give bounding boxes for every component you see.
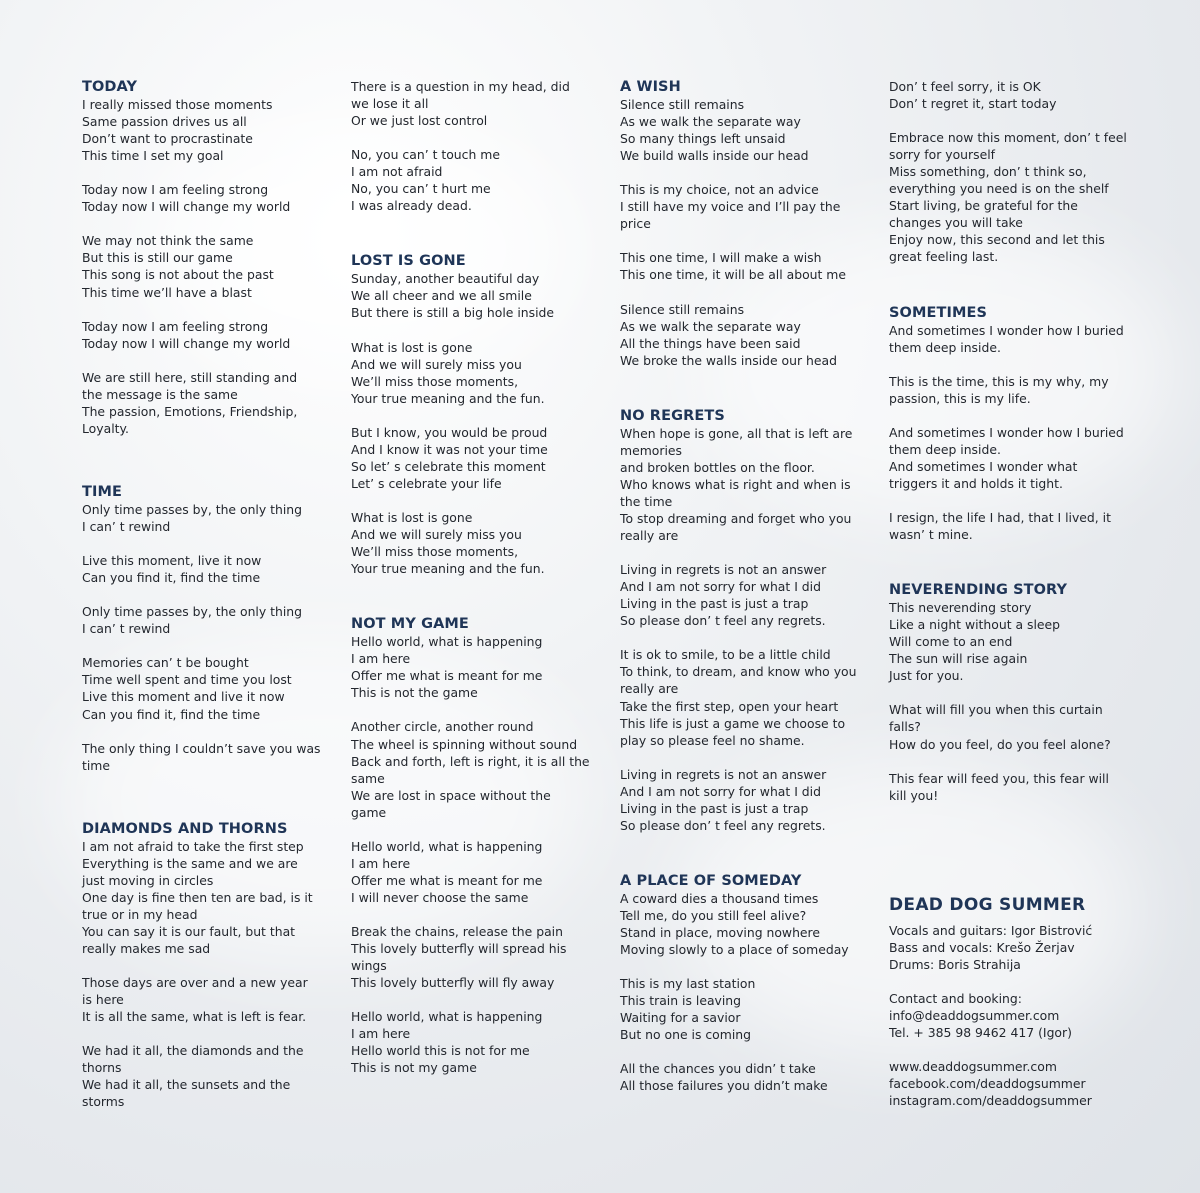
song-title: NEVERENDING STORY xyxy=(889,582,1068,599)
song-lyrics: A coward dies a thousand times Tell me, do you still feel alive? Stand in place, moving nowhere Moving slowly to a place of someday This is my last station This train is leaving Waiting for a savior But no one is coming All the chances you didn’ t take All those failures you didn’t make xyxy=(620,890,849,1094)
band-contact: Contact and booking: info@deaddogsummer.com Tel. + 385 98 9462 417 (Igor) xyxy=(889,991,1072,1041)
song-today xyxy=(82,78,342,437)
song-lyrics: Silence still remains As we walk the separate way So many things left unsaid We build walls inside our head This is my choice, not an advice I still have my voice and I’ll pay the price This one time, I will make a wish This one time, it will be all about me Silence still remains As we walk the separate way All the things have been said We broke the walls inside our head xyxy=(620,97,846,368)
song-title: TODAY xyxy=(82,79,138,95)
song-today-continued xyxy=(351,78,611,214)
song-no-regrets-continued xyxy=(889,78,1149,266)
song-title: LOST IS GONE xyxy=(351,253,466,270)
song-title: NO REGRETS xyxy=(620,407,725,424)
column-4 xyxy=(889,78,1149,804)
band-name: DEAD DOG SUMMER xyxy=(889,895,1086,915)
song-lyrics: I really missed those moments Same passion drives us all Don’t want to procrastinate This time I set my goal Today now I am feeling strong Today now I will change my world We may not think the same But this is still our game This song is not about the past This time we’ll have a blast Today now I am feeling strong Today now I will change my world We are still here, still standing and the message is the same The passion, Emotions, Friendship, Loyalty. xyxy=(82,97,298,436)
song-neverending-story xyxy=(889,581,1149,804)
song-lyrics: Sunday, another beautiful day We all cheer and we all smile But there is still a big hole inside What is lost is gone And we will surely miss you We’ll miss those moments, Your true meaning and the fun. But I know, you would be proud And I know it was not your time So let’ s celebrate this moment Let’ s celebrate your life What is lost is gone And we will surely miss you We’ll miss those moments, Your true meaning and the fun. xyxy=(351,271,555,577)
song-no-regrets xyxy=(620,407,880,834)
song-title: A WISH xyxy=(620,79,681,95)
song-sometimes xyxy=(889,304,1149,544)
song-lyrics: There is a question in my head, did we lose it all Or we just lost control No, you can’ t touch me I am not afraid No, you can’ t hurt me I was already dead. xyxy=(351,79,570,214)
band-links: www.deaddogsummer.com facebook.com/deaddogsummer instagram.com/deaddogsummer xyxy=(889,1059,1092,1109)
song-lost-is-gone xyxy=(351,252,611,577)
song-a-wish xyxy=(620,78,880,369)
song-title: DIAMONDS AND THORNS xyxy=(82,820,288,837)
column-3 xyxy=(620,78,880,1094)
song-lyrics: I am not afraid to take the first step Everything is the same and we are just moving in circles One day is fine then ten are bad, is it true or in my head You can say it is our fault, but that really makes me sad Those days are over and a new year is here It is all the same, what is left is fear. We had it all, the diamonds and the thorns We had it all, the sunsets and the storms xyxy=(82,838,313,1110)
song-title: SOMETIMES xyxy=(889,304,988,321)
song-not-my-game xyxy=(351,615,611,1076)
band-credits: Vocals and guitars: Igor Bistrović Bass and vocals: Krešo Žerjav Drums: Boris Strahija xyxy=(889,923,1093,973)
song-lyrics: And sometimes I wonder how I buried them deep inside. This is the time, this is my why, my passion, this is my life. And sometimes I wonder how I buried them deep inside. And sometimes I wonder what triggers it and holds it tight. I resign, the life I had, that I lived, it wasn’ t mine. xyxy=(889,322,1124,543)
song-time xyxy=(82,483,342,774)
song-title: A PLACE OF SOMEDAY xyxy=(620,872,802,889)
song-diamonds-and-thorns xyxy=(82,820,342,1111)
column-2 xyxy=(351,78,611,1076)
song-lyrics: When hope is gone, all that is left are memories and broken bottles on the floor. Who knows what is right and when is the time To stop dreaming and forget who you really are Living in regrets is not an answer And I am not sorry for what I did Living in the past is just a trap So please don’ t feel any regrets. It is ok to smile, to be a little child To think, to dream, and know who you really are Take the first step, open your heart This life is just a game we choose to play so please feel no shame. Living in regrets is not an answer And I am not sorry for what I did Living in the past is just a trap So please don’ t feel any regrets. xyxy=(620,425,857,833)
song-title: TIME xyxy=(82,483,123,500)
column-1 xyxy=(82,78,342,1110)
song-title: NOT MY GAME xyxy=(351,616,469,633)
song-lyrics: This neverending story Like a night without a sleep Will come to an end The sun will rise again Just for you. What will fill you when this curtain falls? How do you feel, do you feel alone? This fear will feed you, this fear will kill you! xyxy=(889,600,1111,803)
band-info xyxy=(889,894,1179,1109)
song-lyrics: Don’ t feel sorry, it is OK Don’ t regret it, start today Embrace now this moment, don’ t feel sorry for yourself Miss something, don’ t think so, everything you need is on the shelf Start living, be grateful for the changes you will take Enjoy now, this second and let this great feeling last. xyxy=(889,79,1127,265)
song-lyrics: Only time passes by, the only thing I can’ t rewind Live this moment, live it now Can you find it, find the time Only time passes by, the only thing I can’ t rewind Memories can’ t be bought Time well spent and time you lost Live this moment and live it now Can you find it, find the time The only thing I couldn’t save you was time xyxy=(82,501,321,773)
song-a-place-of-someday xyxy=(620,872,880,1095)
song-lyrics: Hello world, what is happening I am here Offer me what is meant for me This is not the game Another circle, another round The wheel is spinning without sound Back and forth, left is right, it is all the same We are lost in space without the game Hello world, what is happening I am here Offer me what is meant for me I will never choose the same Break the chains, release the pain This lovely butterfly will spread his wings This lovely butterfly will fly away Hello world, what is happening I am here Hello world this is not for me This is not my game xyxy=(351,634,590,1076)
